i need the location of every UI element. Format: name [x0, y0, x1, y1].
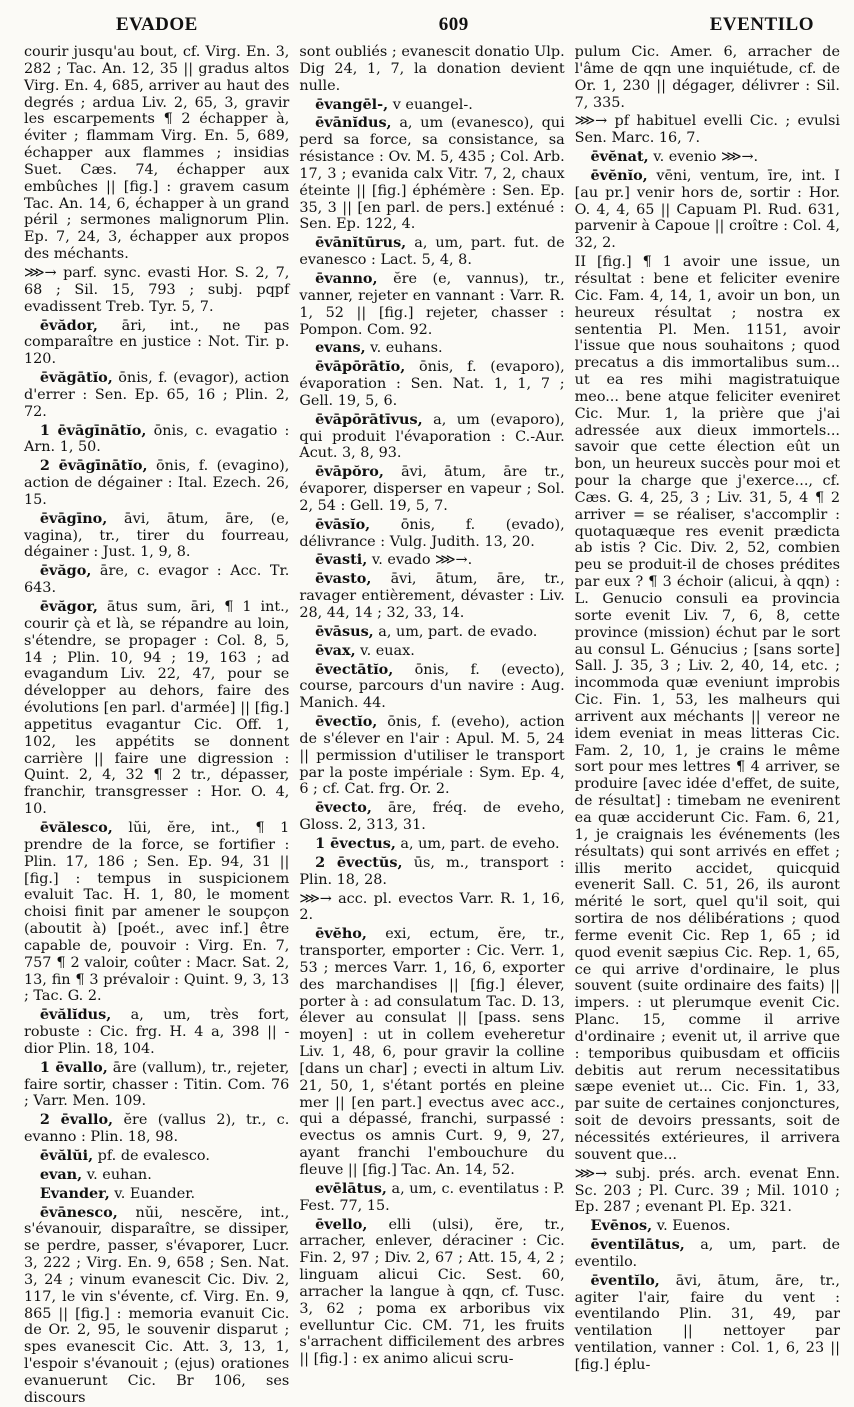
dictionary-entry: [24, 1167, 289, 1184]
dictionary-entry: [575, 1166, 840, 1217]
entry-definition: a, um (evanesco), qui perd sa force, sa consistance, sa résistance : Ov. M. 5, 435 ; Col. Arb. 17, 3 ; evanida calx Vitr. 7, 2, chaux éteinte || [fig.] éphémère : Sen. Ep. 35, 3 || [en parl. de pers.] exténué : Sen. Ep. 122, 4.: [299, 115, 565, 233]
dictionary-entry: [299, 926, 564, 1179]
dictionary-entry: [299, 412, 564, 463]
entry-definition: v. evenio ⋙→.: [653, 149, 759, 166]
entry-definition: pf. de evalesco.: [97, 1148, 210, 1164]
entry-definition: ōnis, f. (evagino), action de dégainer : Ital. Ezech. 26, 15.: [24, 458, 290, 508]
entry-definition: II [fig.] ¶ 1 avoir une issue, un résultat : bene et feliciter evenire Cic. Fam. 4, 14, 1, avoir un bon, un heureux résultat ; nostra ex sententia Pl. Men. 1151, avoir l'issue que nous souhaitons ; quod precatus a dis immortalibus sum... ut ea res mihi magistratuique meo... bene atque feliciter eveniret Cic. Mur. 1, la prière que j'ai adressée aux dieux immortels... savoir que cette élection eût un bon, un heureux succès pour moi et pour la charge que j'exerce..., cf. Cæs. G. 4, 25, 3 ; Liv. 31, 5, 4 ¶ 2 arriver = se réaliser, s'accomplir : quotaquæque res evenit prædicta ab istis ? Cic. Div. 2, 52, combien peu se produit-il de choses prédites par eux ? ¶ 3 échoir (alicui, à qqn) : L. Genucio consuli ea provincia sorte evenit Liv. 7, 6, 8, cette province (mission) échut par le sort au consul L. Génucius ; [sans sorte] Sall. J. 35, 3 ; Liv. 2, 40, 14, etc. ; incommoda quæ eveniunt improbis Cic. Fin. 1, 53, les malheurs qui arrivent aux méchants || vereor ne idem eveniat in meas litteras Cic. Fam. 2, 10, 1, je crains le même sort pour mes lettres ¶ 4 arriver, se produire [avec idée d'effet, de suite, de résultat] : timebam ne evenirent ea quæ acciderunt Cic. Fam. 6, 21, 1, je craignais les événements (les résultats) qui sont arrivés en effet ; illis merito accidet, quicquid evenerit Sall. C. 51, 26, ils auront mérité le sort, quel qu'il soit, qui sortira de nos délibérations ; quod ferme evenit Cic. Rep 1, 65 ; id quod evenit sæpius Cic. Rep. 1, 65, ce qui arrive d'ordinaire, le plus souvent (suite ordinaire des faits) || impers. : ut plerumque evenit Cic. Planc. 15, comme il arrive d'ordinaire ; evenit ut, il arrive que : temporibus quibusdam et officiis debitis aut rerum necessitatibus sæpe eveniet ut... Cic. Fin. 1, 33, par suite de certaines conjonctures, soit de devoirs pressants, soit de nécessités extérieures, il arrivera souvent que...: [574, 254, 840, 1163]
dictionary-entry: [299, 464, 564, 515]
entry-lemma: 1 ēvallo,: [39, 1058, 108, 1076]
entry-definition: v. evado ⋙→.: [371, 552, 473, 569]
entry-lemma: ēvangēl-,: [315, 95, 389, 113]
dictionary-entry: [24, 265, 289, 316]
dictionary-entry: [299, 115, 564, 233]
entry-definition: v. Euenos.: [656, 1218, 731, 1235]
dictionary-entry: [299, 1217, 564, 1369]
entry-definition: āvi, ātum, āre, (e, vagina), tr., tirer du fourreau, dégainer : Just. 1, 9, 8.: [24, 510, 290, 561]
dictionary-entry: [575, 168, 840, 252]
entry-lemma: ēventĭlātus,: [590, 1236, 685, 1254]
entry-definition: ātus sum, āri, ¶ 1 int., courir çà et là, se répandre au loin, s'étendre, se propager : Col. 8, 5, 14 ; Plin. 10, 94 ; 19, 163 ; ad evagandum Liv. 22, 47, pour se développer au dehors, faire des évolutions [en parl. d'armée] || [fig.] appetitus evagantur Cic. Off. 1, 102, les appétits se donnent carrière || faire une digression : Quint. 2, 4, 32 ¶ 2 tr., dépasser, franchir, transgresser : Hor. O. 4, 10.: [24, 599, 290, 818]
entry-lemma: ēvăgor,: [39, 598, 98, 615]
entry-definition: a, um, part. de eventilo.: [574, 1237, 840, 1270]
dictionary-entry: [24, 318, 289, 369]
entry-definition: ōnis, f. (evagor), action d'errer : Sen. Ep. 65, 16 ; Plin. 2, 72.: [24, 370, 290, 420]
entry-definition: v. Euander.: [114, 1185, 196, 1202]
dictionary-entry: [299, 340, 564, 357]
entry-definition: āre, fréq. de eveho, Gloss. 2, 313, 31.: [299, 800, 565, 834]
entry-lemma: ēvectĭo,: [315, 713, 378, 731]
dictionary-entry: [299, 891, 564, 925]
dictionary-entry: [299, 836, 564, 853]
entry-lemma: 2 ēvāgīnātĭo,: [39, 457, 148, 475]
entry-definition: ūs, m., transport : Plin. 18, 28.: [299, 854, 565, 888]
entry-definition: ōnis, f. (evaporo), évaporation : Sen. Nat. 1, 1, 7 ; Gell. 19, 5, 6.: [299, 359, 565, 409]
dictionary-entry: [24, 1205, 289, 1407]
entry-lemma: ēvāpōrātĭo,: [315, 358, 406, 376]
dictionary-entry: [299, 97, 564, 114]
entry-definition: a, um, part. de eveho.: [400, 835, 560, 852]
dictionary-entry: [299, 44, 564, 95]
entry-lemma: ēvāsus,: [315, 622, 374, 640]
entry-lemma: ēvĕho,: [315, 925, 367, 943]
dictionary-entry: [299, 571, 564, 622]
entry-definition: ĕre (e, vannus), tr., vanner, rejeter en vannant : Varr. R. 1, 52 || [fig.] rejeter, chasser : Pompon. Com. 92.: [299, 270, 565, 338]
entry-definition: āvi, ātum, āre tr., évaporer, disperser en vapeur ; Sol. 2, 54 : Gell. 19, 5, 7.: [299, 464, 565, 514]
dictionary-entry: [299, 517, 564, 551]
entry-lemma: ēvānĭdus,: [315, 114, 392, 132]
dictionary-entry: [24, 511, 289, 562]
dictionary-entry: [24, 1060, 289, 1111]
entry-lemma: ēvăgātĭo,: [39, 369, 113, 387]
dictionary-entry: [299, 800, 564, 834]
entry-lemma: 1 ēvāgīnātĭo,: [39, 421, 147, 439]
entry-lemma: ēvāpōrātīvus,: [315, 410, 423, 428]
dictionary-entry: [575, 1237, 840, 1271]
entry-lemma: ēvecto,: [315, 799, 372, 817]
entry-lemma: ēvax,: [315, 641, 356, 659]
entry-definition: nŭi, nescĕre, int., s'évanouir, disparaître, se dissiper, se perdre, passer, s'évaporer, Lucr. 3, 222 ; Virg. En. 9, 658 ; Sen. Nat. 3, 24 ; vinum evanescit Cic. Div. 2, 117, le vin s'évente, cf. Virg. En. 9, 865 || [fig.] : memoria evanuit Cic. de Or. 2, 95, le souvenir disparut ; spes evanescit Cic. Att. 3, 13, 1, l'espoir s'évanouit ; (ejus) orationes evanuerunt Cic. Br 106, ses discours: [24, 1204, 290, 1406]
dictionary-entry: [575, 149, 840, 166]
dictionary-entry: [575, 44, 840, 111]
entry-definition: ĕre (vallus 2), tr., c. evanno : Plin. 18, 98.: [24, 1112, 290, 1146]
entry-definition: ōnis, c. evagatio : Arn. 1, 50.: [24, 422, 290, 456]
column-left: [24, 44, 290, 1406]
entry-lemma: 2 ēvectŭs,: [315, 853, 403, 871]
entry-lemma: ēvāpŏro,: [315, 463, 384, 481]
dictionary-entry: [24, 1007, 289, 1058]
entry-lemma: ēvălŭi,: [39, 1147, 94, 1164]
entry-lemma: evēlātus,: [315, 1179, 387, 1197]
dictionary-entry: [299, 714, 564, 798]
entry-lemma: Evēnos,: [590, 1217, 653, 1235]
dictionary-entry: [24, 820, 289, 1005]
entry-lemma: 2 ēvallo,: [39, 1111, 114, 1129]
dictionary-entry: [24, 423, 289, 457]
entry-definition: ⋙→ pf habituel evelli Cic. ; evulsi Sen. Marc. 16, 7.: [574, 113, 840, 147]
entry-definition: a, um, très fort, robuste : Cic. frg. H. 4 a, 398 || -dior Plin. 18, 104.: [24, 1007, 290, 1057]
entry-definition: v. euax.: [360, 642, 415, 659]
entry-lemma: ēvello,: [315, 1215, 368, 1233]
entry-definition: ⋙→ subj. prés. arch. evenat Enn. Sc. 203 ; Pl. Curc. 39 ; Mil. 1010 ; Ep. 287 ; evenant Pl. Ep. 321.: [574, 1165, 840, 1216]
entry-lemma: evans,: [315, 339, 366, 357]
entry-lemma: ēvectātĭo,: [315, 660, 394, 678]
entry-definition: ⋙→ parf. sync. evasti Hor. S. 2, 7, 68 ; Sil. 15, 793 ; subj. pqpf evadissent Treb. Tyr. 5, 7.: [24, 264, 290, 315]
entry-lemma: ēvĕnat,: [590, 148, 649, 166]
dictionary-entry: [24, 370, 289, 421]
entry-definition: a, um (evaporo), qui produit l'évaporation : C.-Aur. Acut. 3, 8, 93.: [299, 411, 565, 462]
header-right-guideword: EVENTILO: [709, 14, 814, 35]
entry-lemma: ēvălĭdus,: [39, 1006, 112, 1024]
entry-definition: a, um, c. eventilatus : P. Fest. 77, 15.: [299, 1180, 565, 1214]
entry-lemma: ēvălesco,: [39, 818, 113, 836]
dictionary-entry: [575, 113, 840, 147]
entry-definition: a, um, part. de evado.: [378, 623, 538, 640]
dictionary-entry: [299, 662, 564, 713]
dictionary-entry: [299, 359, 564, 410]
entry-lemma: Evander,: [39, 1184, 110, 1202]
dictionary-entry: [24, 599, 289, 818]
dictionary-entry: [299, 624, 564, 641]
text-columns: [24, 44, 840, 1406]
entry-lemma: ēvĕnĭo,: [590, 166, 648, 184]
dictionary-entry: [299, 552, 564, 569]
entry-lemma: ēvāgīno,: [39, 509, 108, 527]
page-number: 609: [438, 14, 469, 35]
entry-definition: v. euhan.: [86, 1166, 152, 1183]
dictionary-entry: [24, 1148, 289, 1165]
entry-definition: āri, int., ne pas comparaître en justice : Not. Tir. p. 120.: [24, 317, 290, 368]
entry-definition: āre, c. evagor : Acc. Tr. 643.: [24, 563, 290, 597]
entry-definition: v euangel-.: [392, 96, 473, 113]
entry-definition: āvi, ātum, āre, tr., agiter l'air, faire du vent : eventilando Plin. 31, 49, par ventilation || nettoyer par ventilation, vanner : Col. 1, 6, 23 || [fig.] éplu-: [574, 1272, 840, 1373]
entry-definition: v. euhans.: [370, 340, 443, 357]
entry-lemma: ēvānesco,: [39, 1203, 118, 1221]
dictionary-entry: [299, 271, 564, 338]
entry-definition: exi, ectum, ĕre, tr., transporter, emporter : Cic. Verr. 1, 53 ; merces Varr. 1, 16, 6, exporter des marchandises || [fig.] élever, porter à : ad consulatum Tac. D. 13, élever au consulat || [pass. sens moyen] : ut in collem eveheretur Liv. 1, 48, 6, pour gravir la colline [dans un char] ; evecti in altum Liv. 21, 50, 1, s'étant portés en pleine mer || [en part.] evectus avec acc., qui a dépassé, franchi, surpassé : evectus os amnis Curt. 9, 9, 27, ayant franchi l'embouchure du fleuve || [fig.] Tac. An. 14, 52.: [299, 926, 565, 1178]
dictionary-entry: [299, 235, 564, 269]
entry-definition: vēni, ventum, īre, int. I [au pr.] venir hors de, sortir : Hor. O. 4, 4, 65 || Capuam Pl. Rud. 631, parvenir à Capoue || croître : Col. 4, 32, 2.: [574, 167, 840, 252]
entry-lemma: ēvasto,: [315, 570, 372, 588]
dictionary-entry: [575, 254, 840, 1164]
entry-lemma: ēvāsĭo,: [315, 515, 371, 533]
entry-definition: courir jusqu'au bout, cf. Virg. En. 3, 282 ; Tac. An. 12, 35 || gradus altos Virg. En. 4, 685, arriver au haut des degrés ; ardua Liv. 2, 65, 3, gravir les escarpements ¶ 2 échapper à, éviter ; flammam Virg. En. 5, 689, échapper aux flammes ; insidias Suet. Cæs. 74, échapper aux embûches || [fig.] : gravem casum Tac. An. 14, 6, échapper à un grand péril ; sermones malignorum Plin. Ep. 7, 24, 3, échapper aux propos des méchants.: [24, 44, 290, 263]
dictionary-entry: [24, 1186, 289, 1203]
dictionary-entry: [299, 855, 564, 889]
dictionary-entry: [575, 1273, 840, 1374]
entry-definition: ōnis, f. (evecto), course, parcours d'un navire : Aug. Manich. 44.: [299, 661, 565, 712]
entry-lemma: ēvădor,: [39, 316, 98, 334]
entry-definition: a, um, part. fut. de evanesco : Lact. 5, 4, 8.: [299, 235, 565, 269]
dictionary-entry: [24, 44, 289, 263]
entry-lemma: evan,: [39, 1165, 83, 1183]
entry-lemma: ēvăgo,: [39, 562, 92, 580]
entry-definition: ⋙→ acc. pl. evectos Varr. R. 1, 16, 2.: [299, 890, 565, 924]
entry-lemma: ēvānĭtūrus,: [315, 234, 407, 252]
entry-definition: elli (ulsi), ĕre, tr., arracher, enlever, déraciner : Cic. Fin. 2, 97 ; Div. 2, 67 ; Att. 15, 4, 2 ; linguam alicui Cic. Sest. 60, arracher la langue à qqn, cf. Tusc. 3, 62 ; poma ex arboribus vix evelluntur Cic. CM. 71, les fruits s'arrachent difficilement des arbres || [fig.] : ex animo alicui scru-: [299, 1216, 565, 1368]
page-header: [24, 14, 840, 44]
dictionary-entry: [24, 1112, 289, 1146]
entry-lemma: ēventĭlo,: [590, 1271, 660, 1289]
dictionary-entry: [575, 1218, 840, 1235]
dictionary-entry: [299, 1181, 564, 1215]
entry-definition: ōnis, f. (evado), délivrance : Vulg. Judith. 13, 20.: [299, 516, 565, 550]
entry-definition: lŭi, ĕre, int., ¶ 1 prendre de la force, se fortifier : Plin. 17, 186 ; Sen. Ep. 94, 31 || [fig.] : tempus in suspicionem evaluit Tac. H. 1, 80, le moment choisi finit par amener le soupçon (aboutit à) [poét., avec inf.] être capable de, pouvoir : Virg. En. 7, 757 ¶ 2 valoir, coûter : Macr. Sat. 2, 13, fin ¶ 3 prévaloir : Quint. 9, 3, 13 ; Tac. G. 2.: [24, 819, 290, 1005]
entry-lemma: ēvasti,: [315, 551, 368, 569]
dictionary-entry: [299, 643, 564, 660]
entry-definition: āre (vallum), tr., rejeter, faire sortir, chasser : Titin. Com. 76 ; Varr. Men. 109.: [24, 1059, 290, 1110]
entry-definition: ōnis, f. (eveho), action de s'élever en l'air : Apul. M. 5, 24 || permission d'utiliser le transport par la poste impériale : Sym. Ep. 4, 6 ; cf. Cat. frg. Or. 2.: [299, 714, 565, 798]
dictionary-entry: [24, 563, 289, 597]
entry-definition: āvi, ātum, āre, tr., ravager entièrement, dévaster : Liv. 28, 44, 14 ; 32, 33, 14.: [299, 571, 565, 621]
dictionary-entry: [24, 458, 289, 509]
entry-lemma: ēvanno,: [315, 269, 378, 287]
column-middle: [299, 44, 565, 1368]
entry-lemma: 1 ēvectus,: [315, 834, 396, 852]
entry-definition: pulum Cic. Amer. 6, arracher de l'âme de qqn une inquiétude, cf. de Or. 1, 230 || dégager, délivrer : Sil. 7, 335.: [574, 44, 840, 111]
header-left-guideword: EVADOE: [116, 14, 198, 35]
column-right: [574, 44, 840, 1373]
entry-definition: sont oubliés ; evanescit donatio Ulp. Dig 24, 1, 7, la donation devient nulle.: [299, 44, 565, 94]
